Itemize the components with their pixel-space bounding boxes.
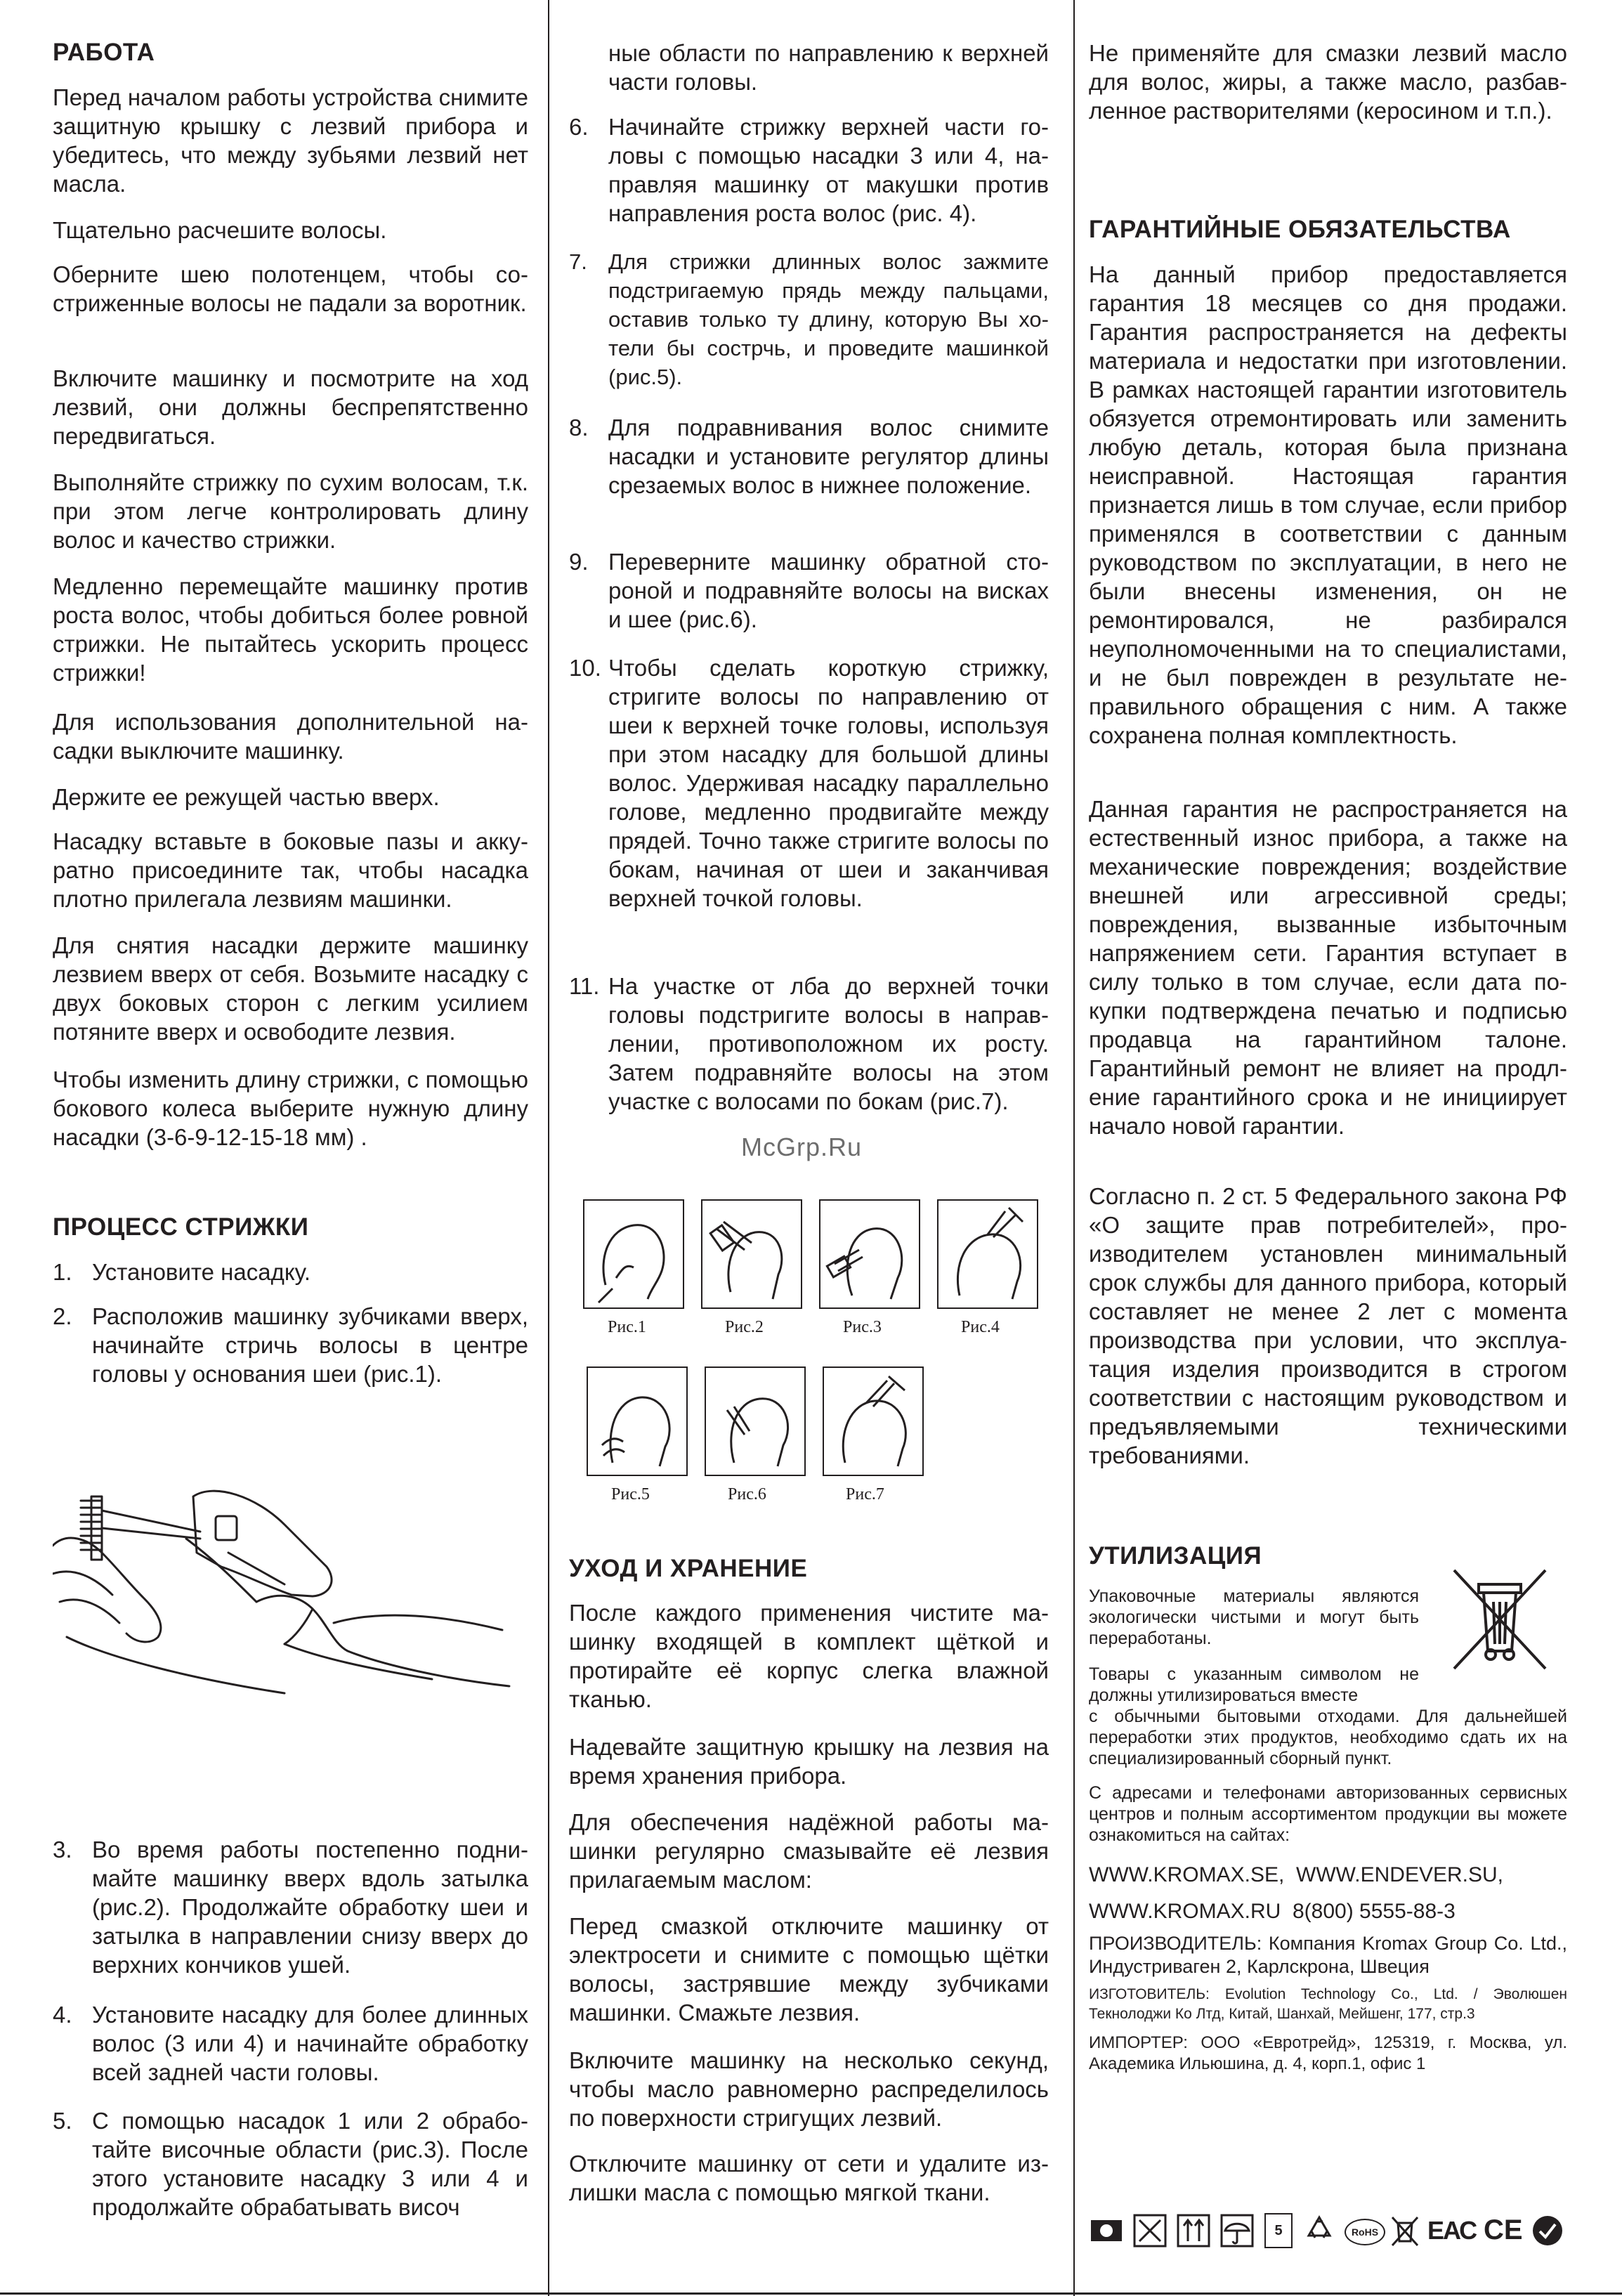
producer-text: ПРОИЗВОДИТЕЛЬ: Компания Kromax Group Co. Ltd., Индустриваген 2, Карлскрона, Швеция <box>1089 1933 1567 1977</box>
figure-7-image <box>823 1366 924 1476</box>
care-paragraph: Включите машинку на несколько секунд, чтобы масло равномерно распределилось по поверхности стригущих лезвий. <box>569 2047 1049 2131</box>
disposal-paragraph: с обычными бытовыми отходами. Для дальнейшей переработки этих продуктов, необходимо сдать их на специализированный сборный пункт. <box>1089 1707 1567 1768</box>
eac-mark: ЕАС <box>1427 2216 1477 2245</box>
rabota-heading: РАБОТА <box>53 39 155 66</box>
list-number: 4. <box>53 2002 72 2028</box>
list-text: Переверните машинку обратной стороной и подравняйте волосы на висках и шее (рис.6). <box>608 549 1049 632</box>
list-number: 8. <box>569 415 589 441</box>
list-number: 11. <box>569 973 600 999</box>
process-heading: ПРОЦЕСС СТРИЖКИ <box>53 1213 309 1241</box>
rohs-mark: RoHS <box>1345 2219 1385 2245</box>
importer-text: ИМПОРТЕР: ООО «Евротрейд», 125319, г. Москва, ул. Академика Ильюшина, д. 4, корп.1, офис 1 <box>1089 2033 1567 2073</box>
list-text: Начинайте стрижку верхней части головы с помощью насадки 3 или 4, направляя машинку от макушки против направления роста волос (рис. 4). <box>608 114 1049 226</box>
rabota-paragraph: Включите машинку и посмотрите на ход лезвий, они должны беспрепятственно передвигаться. <box>53 365 528 449</box>
figure-1-image <box>583 1199 684 1309</box>
figure-3-image <box>819 1199 920 1309</box>
recycle-box-icon <box>1089 2213 1124 2248</box>
figure-caption: Рис.5 <box>611 1485 650 1504</box>
manufacturer-text: ИЗГОТОВИТЕЛЬ: Evolution Technology Co., Ltd. / Эволюшен Текнолоджи Ко Лтд, Китай, Шанхай, Мейшенг, 177, стр.3 <box>1089 1986 1567 2022</box>
column-divider-right <box>1073 0 1075 2296</box>
list-number: 7. <box>569 249 587 274</box>
rabota-paragraph: Для использования дополнительной насадки выключите машинку. <box>53 709 528 764</box>
list-number: 3. <box>53 1837 72 1863</box>
clipper-illustration <box>53 1433 528 1700</box>
approval-check-icon <box>1531 2215 1564 2247</box>
list-item <box>569 547 1049 634</box>
rabota-paragraph: Медленно перемещайте машинку против роста волос, чтобы добиться более ровной стрижки. Не пытайтесь ускорить процесс стрижки! <box>53 573 528 686</box>
list-text: С помощью насадок 1 или 2 обработайте височные области (рис.3). После этого установите насадку 3 или 4 и продолжайте обрабатывать височ <box>92 2108 528 2220</box>
head-fingers-icon <box>588 1368 686 1475</box>
list-item <box>569 972 1049 1116</box>
figure-caption: Рис.3 <box>843 1318 882 1336</box>
head-temple-icon <box>706 1368 804 1475</box>
figure-caption: Рис.1 <box>608 1318 646 1336</box>
figure-caption: Рис.7 <box>846 1485 884 1504</box>
this-side-up-icon <box>1176 2213 1211 2248</box>
website-link[interactable]: WWW.KROMAX.RU <box>1089 1900 1281 1923</box>
figure-caption: Рис.2 <box>725 1318 764 1336</box>
keep-dry-icon <box>1219 2213 1255 2248</box>
head-top-icon <box>938 1201 1037 1307</box>
figure-caption: Рис.6 <box>728 1485 766 1504</box>
list-text: Установите насадку. <box>92 1259 311 1285</box>
head-back-icon <box>584 1201 683 1307</box>
oil-paragraph: Не применяйте для смазки лезвий масло для волос, жиры, а также масло, разбавленное растворителями (керосином и т.п.). <box>1089 40 1567 124</box>
rabota-paragraph: Выполняйте стрижку по сухим волосам, т.к. при этом легче контролировать длину волос и качество стрижки. <box>53 469 528 553</box>
stack-limit-mark: 5 <box>1264 2213 1293 2248</box>
list-text: Расположив машинку зубчиками вверх, начинайте стричь волосы в центре головы у основания шеи (рис.1). <box>92 1303 528 1387</box>
website-link[interactable]: WWW.ENDEVER.SU, <box>1296 1863 1504 1886</box>
list-item <box>53 1302 528 1388</box>
list-item <box>53 1835 528 1979</box>
warranty-paragraph: На данный прибор предоставляется гарантия 18 месяцев со дня продажи. Гарантия распространяется на дефекты материала и недостатки при изготовлении. В рамках настоящей гарантии изготовитель обязуется отремонтировать или заменить любую деталь, которая была признана неисправной. Настоящая гарантия признается лишь в том случае, если прибор применялся в соответствии с данным руководством по эксплуатации, в него не были внесены изменения, он не ремонтировался, не разбирался неуполномоченными на то специалистами, и не был поврежден в результате неправильного обращения с ним. А также сохранена полная комплектность. <box>1089 261 1567 748</box>
rabota-paragraph: Насадку вставьте в боковые пазы и аккуратно присоедините так, чтобы насадка плотно прилегала лезвиям машинки. <box>53 828 528 912</box>
list-continuation: ные области по направлению к верхней части головы. <box>608 40 1049 95</box>
disposal-heading: УТИЛИЗАЦИЯ <box>1089 1542 1262 1570</box>
figure-2-image <box>701 1199 802 1309</box>
figure-4-image <box>937 1199 1038 1309</box>
column-divider-left <box>548 0 549 2296</box>
figure-6-image <box>705 1366 806 1476</box>
list-text: Установите насадку для более длинных волос (3 или 4) и начинайте обработку всей задней части головы. <box>92 2002 528 2085</box>
rabota-paragraph: Перед началом работы устройства снимите защитную крышку с лезвий прибора и убедитесь, что между зубьями лезвий нет масла. <box>53 84 528 197</box>
rabota-paragraph: Тщательно расчешите волосы. <box>53 217 387 243</box>
list-number: 9. <box>569 549 589 575</box>
care-paragraph: Отключите машинку от сети и удалите излишки масла с помощью мягкой ткани. <box>569 2151 1049 2205</box>
list-item <box>569 247 1049 391</box>
list-number: 1. <box>53 1259 72 1285</box>
rabota-paragraph: Для снятия насадки держите машинку лезвием вверх от себя. Возьмите насадку с двух боковых сторон с легким усилием потяните вверх и освободите лезвия. <box>53 932 528 1045</box>
rabota-paragraph: Оберните шею полотенцем, чтобы состриженные волосы не падали за воротник. <box>53 261 528 316</box>
figure-caption: Рис.4 <box>961 1318 1000 1336</box>
rabota-paragraph: Чтобы изменить длину стрижки, с помощью бокового колеса выберите нужную длину насадки (3-6-9-12-15-18 мм) . <box>53 1067 528 1150</box>
website-link[interactable]: WWW.KROMAX.SE, <box>1089 1863 1285 1886</box>
certification-symbols <box>1089 2213 1567 2255</box>
service-paragraph: С адресами и телефонами авторизованных сервисных центров и полным ассортиментом продукции вы можете ознакомиться на сайтах: <box>1089 1783 1567 1845</box>
list-item <box>53 2000 528 2087</box>
warranty-heading: ГАРАНТИЙНЫЕ ОБЯЗАТЕЛЬСТВА <box>1089 216 1511 243</box>
list-text: Чтобы сделать короткую стрижку, стригите волосы по направлению от шеи к верхней точке головы, используя при этом насадку для большой длины волос. Удерживая насадку параллельно голове, медленно продвигайте между прядей. Точно также стригите волосы по бокам, начиная от шеи и заканчивая верхней точкой головы. <box>608 655 1049 911</box>
list-text: Для подравнивания волос снимите насадки и установите регулятор длины срезаемых волос в нижнее положение. <box>608 415 1049 498</box>
head-side-icon <box>702 1201 801 1307</box>
care-heading: УХОД И ХРАНЕНИЕ <box>569 1555 808 1582</box>
list-text: Для стрижки длинных волос зажмите подстригаемую прядь между пальцами, оставив только ту длину, которую Вы хотели бы сострчь, и проведите машинкой (рис.5). <box>608 249 1049 389</box>
warranty-paragraph: Данная гарантия не распространяется на естественный износ прибора, а также на механические повреждения; воздействие внешней или агрессивной среды; повреждения, вызванные избыточным напряжением сети. Гарантия вступает в силу только в том случае, если дата покупки подтверждена печатью и подписью продавца на гарантийном талоне. Гарантийный ремонт не влияет на продление гарантийного срока и не инициирует начало новой гарантии. <box>1089 796 1567 1139</box>
weee-small-icon <box>1389 2213 1420 2248</box>
list-number: 2. <box>53 1303 72 1329</box>
weee-bin-icon <box>1447 1563 1552 1683</box>
head-forehead-icon <box>824 1368 922 1475</box>
care-paragraph: Перед смазкой отключите машинку от электросети и снимите с помощью щётки волосы, застрявшие между зубчиками машинки. Смажьте лезвия. <box>569 1913 1049 2026</box>
head-front-icon <box>820 1201 919 1307</box>
list-item <box>569 653 1049 913</box>
list-text: Во время работы постепенно поднимайте машинку вверх вдоль затылка (рис.2). Продолжайте обработку шеи и затылка в направлении снизу вверх до верхних кончиков ушей. <box>92 1837 528 1978</box>
rabota-paragraph: Держите ее режущей частью вверх. <box>53 784 440 810</box>
bottom-border <box>0 2292 1622 2295</box>
care-paragraph: Надевайте защитную крышку на лезвия на время хранения прибора. <box>569 1734 1049 1789</box>
list-item <box>569 413 1049 500</box>
list-number: 10. <box>569 655 601 681</box>
disposal-paragraph: Товары с указанным символом не должны утилизироваться вместе <box>1089 1664 1419 1705</box>
care-paragraph: После каждого применения чистите машинку входящей в комплект щёткой и протирайте её корпус слегка влажной тканью. <box>569 1600 1049 1712</box>
phone-number: 8(800) 5555-88-3 <box>1293 1900 1456 1923</box>
list-item <box>53 2106 528 2222</box>
warranty-paragraph: Согласно п. 2 ст. 5 Федерального закона РФ «О защите прав потребителей», производителем установлен минимальный срок службы для данного прибора, который составляет не менее 2 лет с момента производства при условии, что эксплуатация изделия производится в строгом соответствии с настоящим руководством и предъявляемыми техническими требованиями. <box>1089 1183 1567 1468</box>
watermark: McGrp.Ru <box>741 1133 863 1161</box>
list-number: 5. <box>53 2108 72 2134</box>
figure-5-image <box>587 1366 688 1476</box>
list-item <box>569 112 1049 228</box>
ce-mark: CE <box>1484 2215 1523 2245</box>
care-paragraph: Для обеспечения надёжной работы машинки регулярно смазывайте её лезвия прилагаемым маслом: <box>569 1809 1049 1893</box>
list-item <box>53 1258 528 1286</box>
list-text: На участке от лба до верхней точки головы подстригите волосы в направлении, противоположном их росту. Затем подравняйте волосы на этом участке с волосами по бокам (рис.7). <box>608 973 1049 1114</box>
mobius-loop-icon <box>1302 2213 1337 2248</box>
list-number: 6. <box>569 114 589 140</box>
disposal-paragraph: Упаковочные материалы являются экологически чистыми и могут быть переработаны. <box>1089 1586 1419 1648</box>
fragile-box-icon <box>1132 2213 1168 2248</box>
